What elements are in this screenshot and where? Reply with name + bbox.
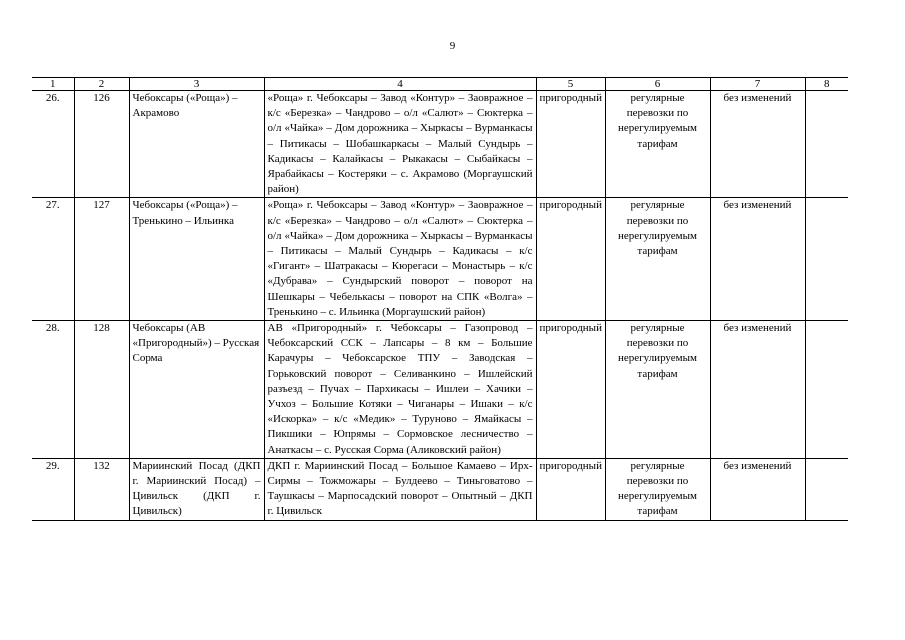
table-row xyxy=(32,198,848,321)
header-cell: 8 xyxy=(805,78,848,91)
header-cell: 6 xyxy=(605,78,710,91)
header-cell: 3 xyxy=(129,78,264,91)
header-cell: 7 xyxy=(710,78,805,91)
table-row xyxy=(32,321,848,459)
row-number: 28. xyxy=(32,321,74,459)
transport-kind: регулярные перевозки по нерегулируемым тарифам xyxy=(605,91,710,198)
route-code: 132 xyxy=(74,458,129,520)
route-path: «Роща» г. Чебоксары – Завод «Контур» – Заовражное – к/с «Березка» – Чандрово – о/л «Салют» – Сюктерка – о/л «Чайка» – Дом дорожника – Хыркасы – Вурманкасы – Питикасы – Шобашкаркасы – Малый Сундырь – Кадикасы – Калайкасы – Рыкакасы – Сыбайкасы – Ярабайкасы – Костеряки – с. Акрамово (Моргаушский район) xyxy=(264,91,536,198)
route-code: 127 xyxy=(74,198,129,321)
extra-cell xyxy=(805,198,848,321)
header-cell: 2 xyxy=(74,78,129,91)
route-type: пригородный xyxy=(536,321,605,459)
change-status: без изменений xyxy=(710,458,805,520)
route-name: Чебоксары («Роща») – Акрамово xyxy=(129,91,264,198)
header-cell: 4 xyxy=(264,78,536,91)
table-row xyxy=(32,458,848,520)
page-number: 9 xyxy=(449,40,456,52)
route-type: пригородный xyxy=(536,198,605,321)
row-number: 27. xyxy=(32,198,74,321)
route-path: АВ «Пригородный» г. Чебоксары – Газопровод – Чебоксарский ССК – Лапсары – 8 км – Большие Карачуры – Чебоксарское ТПУ – Заводская – Горьковский поворот – Селиванкино – Ишлейский разъезд – Пучах – Пархикасы – Ишлеи – Хачики – Учхоз – Большие Котяки – Чиганары – Ишаки – к/с «Искорка» – к/с «Медик» – Туруново – Ямайкасы – Пикшики – Юпрямы – Сормовское лесничество – Анаткасы – с. Русская Сорма (Аликовский район) xyxy=(264,321,536,459)
routes-table xyxy=(32,77,848,521)
route-name: Чебоксары (АВ «Пригородный») – Русская Сорма xyxy=(129,321,264,459)
change-status: без изменений xyxy=(710,91,805,198)
transport-kind: регулярные перевозки по нерегулируемым тарифам xyxy=(605,458,710,520)
change-status: без изменений xyxy=(710,198,805,321)
extra-cell xyxy=(805,91,848,198)
extra-cell xyxy=(805,321,848,459)
route-code: 128 xyxy=(74,321,129,459)
route-name: Мариинский Посад (ДКП г. Мариинский Посад) – Цивильск (ДКП г. Цивильск) xyxy=(129,458,264,520)
route-name: Чебоксары («Роща») – Тренькино – Ильинка xyxy=(129,198,264,321)
route-type: пригородный xyxy=(536,91,605,198)
row-number: 29. xyxy=(32,458,74,520)
route-path: «Роща» г. Чебоксары – Завод «Контур» – Заовражное – к/с «Березка» – Чандрово – о/л «Салют» – Сюктерка – о/л «Чайка» – Дом дорожника – Хыркасы – Вурманкасы – Питикасы – Малый Сундырь – Кадикасы – к/с «Гигант» – Шатракасы – Кюрегаси – Монастырь – к/с «Дубрава» – Сундырский поворот – поворот на Шешкары – Чебелькасы – поворот на СПК «Волга» – Тренькино – с. Ильинка (Моргаушский район) xyxy=(264,198,536,321)
change-status: без изменений xyxy=(710,321,805,459)
transport-kind: регулярные перевозки по нерегулируемым тарифам xyxy=(605,198,710,321)
table-header-row xyxy=(32,78,848,91)
transport-kind: регулярные перевозки по нерегулируемым тарифам xyxy=(605,321,710,459)
row-number: 26. xyxy=(32,91,74,198)
extra-cell xyxy=(805,458,848,520)
header-cell: 5 xyxy=(536,78,605,91)
route-path: ДКП г. Мариинский Посад – Большое Камаево – Ирх-Сирмы – Тожможары – Булдеево – Тиньговатово – Таушкасы – Марпосадский поворот – Опытный – ДКП г. Цивильск xyxy=(264,458,536,520)
route-code: 126 xyxy=(74,91,129,198)
table-row xyxy=(32,91,848,198)
route-type: пригородный xyxy=(536,458,605,520)
header-cell: 1 xyxy=(32,78,74,91)
